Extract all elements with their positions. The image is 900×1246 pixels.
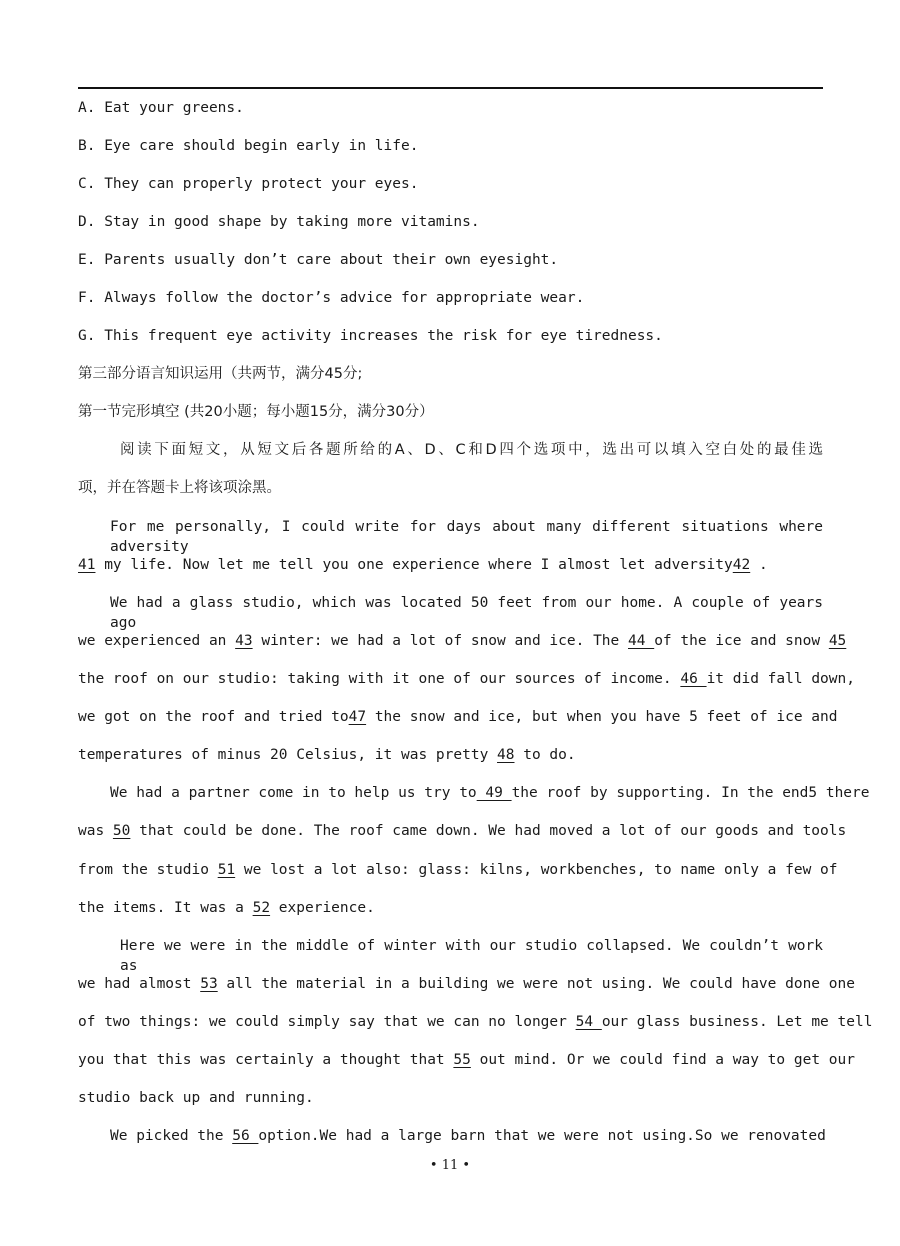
passage-p2-line-1: We had a glass studio, which was located 50 feet from our home. A couple of years ago <box>110 595 823 631</box>
instructions-line-1: 阅读下面短文，从短文后各题所给的A、D、C和D四个选项中，选出可以填入空白处的最佳选 <box>120 442 823 458</box>
blank-47: 47 <box>348 709 367 725</box>
blank-53: 53 <box>200 976 218 992</box>
text-run: option.We had a large barn that we were not using.So we renovated <box>258 1128 826 1144</box>
text-run: my life. Now let me tell you one experience where I almost let adversity <box>95 557 733 573</box>
text-run: was <box>78 823 113 839</box>
option-d: D. Stay in good shape by taking more vitamins. <box>78 214 480 230</box>
text-run: that could be done. The roof came down. We had moved a lot of our goods and tools <box>130 823 847 839</box>
blank-51: 51 <box>217 862 236 878</box>
option-c: C. They can properly protect your eyes. <box>78 176 419 192</box>
passage-p4-line-4 <box>78 1050 855 1070</box>
blank-48: 48 <box>497 747 515 763</box>
option-g: G. This frequent eye activity increases the risk for eye tiredness. <box>78 328 663 344</box>
text-run: experience. <box>270 900 375 916</box>
text-run: the roof on our studio: taking with it one of our sources of income. <box>78 671 681 687</box>
text-run: the snow and ice, but when you have 5 feet of ice and <box>366 709 838 725</box>
text-run: we got on the roof and tried to <box>78 709 349 725</box>
blank-55: 55 <box>453 1052 471 1068</box>
passage-p1-line-1: For me personally, I could write for days about many different situations where adversity <box>110 519 823 555</box>
part-heading: 第三部分语言知识运用（共两节，满分45分; <box>78 366 363 382</box>
text-run: we experienced an <box>78 633 236 649</box>
text-run: our glass business. Let me tell <box>601 1014 873 1030</box>
passage-p3-line-1 <box>110 783 870 803</box>
passage-p5-line-1 <box>110 1126 826 1146</box>
passage-p3-line-2 <box>78 821 847 841</box>
header-rule <box>78 87 823 89</box>
blank-52: 52 <box>252 900 271 916</box>
passage-p4-line-2 <box>78 974 855 994</box>
passage-p2-line-5 <box>78 745 823 765</box>
blank-44: 44 <box>628 633 655 649</box>
text-run: out mind. Or we could find a way to get our <box>470 1052 855 1068</box>
option-a: A. Eat your greens. <box>78 100 244 116</box>
passage-p2-line-2 <box>78 631 847 651</box>
passage-p4-line-1: Here we were in the middle of winter with our studio collapsed. We couldn’t work as <box>120 938 823 974</box>
blank-54: 54 <box>575 1014 602 1030</box>
passage-p3-line-4 <box>78 898 823 918</box>
passage-p3-line-3 <box>78 860 838 880</box>
text-run: we had almost <box>78 976 201 992</box>
text-run: of the ice and snow <box>654 633 829 649</box>
text-run: the items. It was a <box>78 900 253 916</box>
blank-46: 46 <box>680 671 707 687</box>
text-run: you that this was certainly a thought that <box>78 1052 454 1068</box>
option-e: E. Parents usually don’t care about their own eyesight. <box>78 252 559 268</box>
passage-p2-line-3 <box>78 669 855 689</box>
text-run: the roof by supporting. In the end5 there <box>511 785 870 801</box>
page-number: • 11 • <box>429 1158 471 1173</box>
text-run: temperatures of minus 20 Celsius, it was pretty <box>78 747 498 763</box>
text-run: of two things: we could simply say that we can no longer <box>78 1014 576 1030</box>
subsection-heading: 第一节完形填空 (共20小题；每小题15分，满分30分） <box>78 404 434 420</box>
blank-56: 56 <box>232 1128 259 1144</box>
passage-p4-line-3 <box>78 1012 873 1032</box>
blank-41: 41 <box>78 557 96 573</box>
text-run: We had a partner come in to help us try to <box>110 785 477 801</box>
text-run: to do. <box>514 747 576 763</box>
option-f: F. Always follow the doctor’s advice for appropriate wear. <box>78 290 585 306</box>
blank-43: 43 <box>235 633 253 649</box>
text-run: . <box>750 557 768 573</box>
passage-p2-line-4 <box>78 707 838 727</box>
text-run: winter: we had a lot of snow and ice. The <box>252 633 628 649</box>
blank-45: 45 <box>828 633 847 649</box>
text-run: it did fall down, <box>706 671 855 687</box>
text-run: all the material in a building we were not using. We could have done one <box>217 976 855 992</box>
text-run: We picked the <box>110 1128 233 1144</box>
passage-p4-line-5: studio back up and running. <box>78 1090 314 1106</box>
blank-49: 49 <box>476 785 512 801</box>
text-run: from the studio <box>78 862 218 878</box>
instructions-line-2: 项，并在答题卡上将该项涂黑。 <box>78 480 281 496</box>
blank-42: 42 <box>732 557 751 573</box>
blank-50: 50 <box>112 823 131 839</box>
passage-p1-line-2 <box>78 555 823 575</box>
text-run: we lost a lot also: glass: kilns, workbenches, to name only a few of <box>235 862 838 878</box>
option-b: B. Eye care should begin early in life. <box>78 138 419 154</box>
